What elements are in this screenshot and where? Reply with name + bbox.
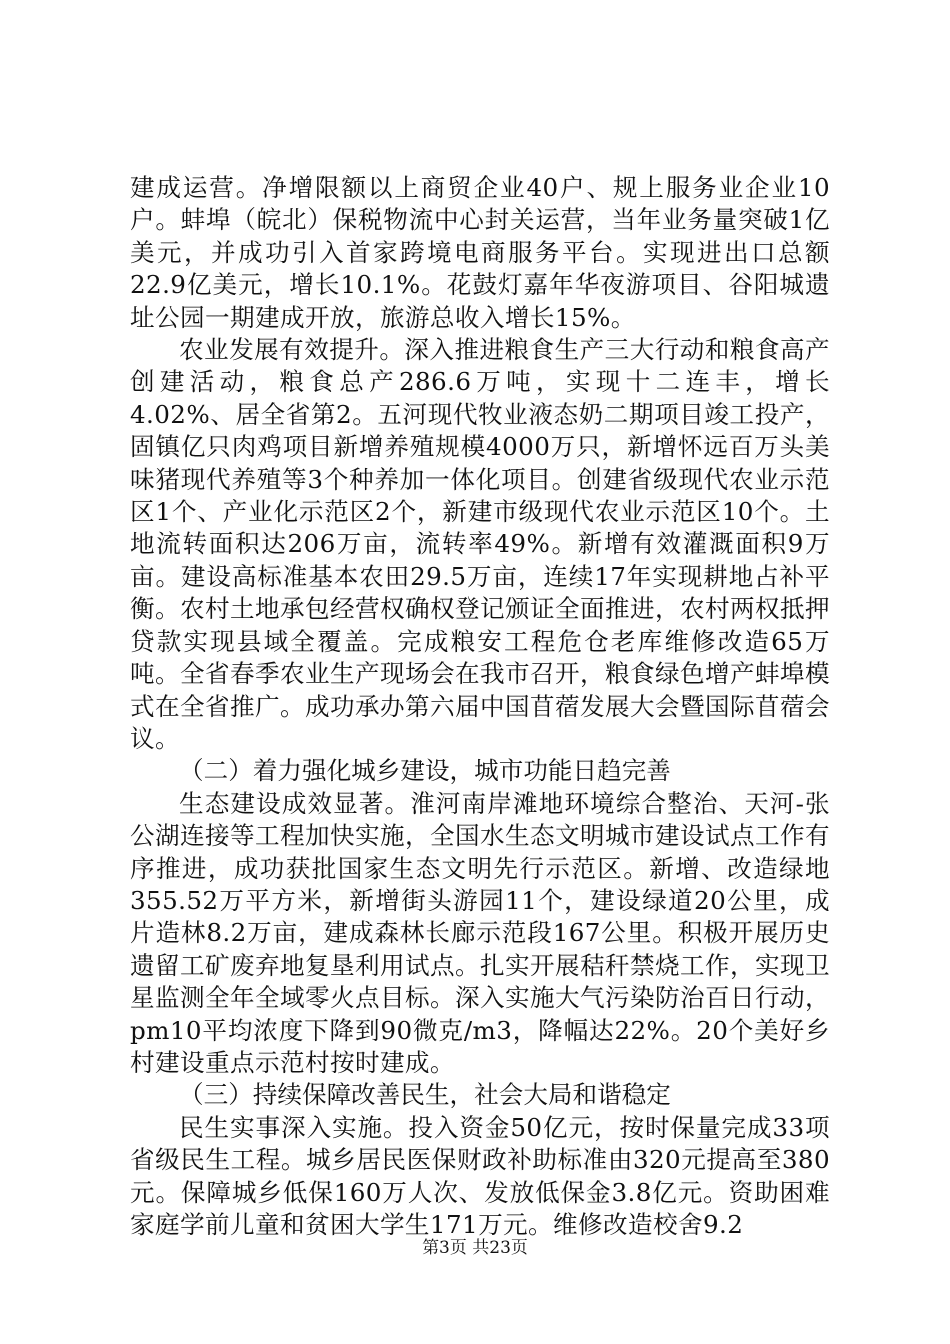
paragraph-agriculture: 农业发展有效提升。深入推进粮食生产三大行动和粮食高产创建活动，粮食总产286.6万吨，实现十二连丰，增长4.02%、居全省第2。五河现代牧业液态奶二期项目竣工投产，固镇亿只肉鸡项目新增养殖规模4000万只，新增怀远百万头美味猪现代养殖等3个种养加一体化项目。创建省级现代农业示范区1个、产业化示范区2个，新建市级现代农业示范区10个。土地流转面积达206万亩，流转率49%。新增有效灌溉面积9万亩。建设高标准基本农田29.5万亩，连续17年实现耕地占补平衡。农村土地承包经营权确权登记颁证全面推进，农村两权抵押贷款实现县域全覆盖。完成粮安工程危仓老库维修改造65万吨。全省春季农业生产现场会在我市召开，粮食绿色增产蚌埠模式在全省推广。成功承办第六届中国苜蓿发展大会暨国际苜蓿会议。 <box>130 335 830 753</box>
paragraph-ecology: 生态建设成效显著。淮河南岸滩地环境综合整治、天河-张公湖连接等工程加快实施，全国水生态文明城市建设试点工作有序推进，成功获批国家生态文明先行示范区。新增、改造绿地355.52万平方米，新增街头游园11个，建设绿道20公里，成片造林8.2万亩，建成森林长廊示范段167公里。积极开展历史遗留工矿废弃地复垦利用试点。扎实开展秸秆禁烧工作，实现卫星监测全年全域零火点目标。深入实施大气污染防治百日行动，pm10平均浓度下降到90微克/m3，降幅达22%。20个美好乡村建设重点示范村按时建成。 <box>130 788 830 1077</box>
section-heading-livelihood: （三）持续保障改善民生，社会大局和谐稳定 <box>179 1080 671 1110</box>
page-number-footer: 第3页 共23页 <box>422 1238 528 1258</box>
paragraph-livelihood: 民生实事深入实施。投入资金50亿元，按时保量完成33项省级民生工程。城乡居民医保财政补助标准由320元提高至380元。保障城乡低保160万人次、发放低保金3.8亿元。资助困难家庭学前儿童和贫困大学生171万元。维修改造校舍9.2 <box>130 1112 830 1239</box>
document-body <box>130 172 830 1241</box>
paragraph-continuation: 建成运营。净增限额以上商贸企业40户、规上服务业企业10户。蚌埠（皖北）保税物流中心封关运营，当年业务量突破1亿美元，并成功引入首家跨境电商服务平台。实现进出口总额22.9亿美元，增长10.1%。花鼓灯嘉年华夜游项目、谷阳城遗址公园一期建成开放，旅游总收入增长15%。 <box>130 173 830 332</box>
section-heading-urban-rural: （二）着力强化城乡建设，城市功能日趋完善 <box>179 756 671 786</box>
